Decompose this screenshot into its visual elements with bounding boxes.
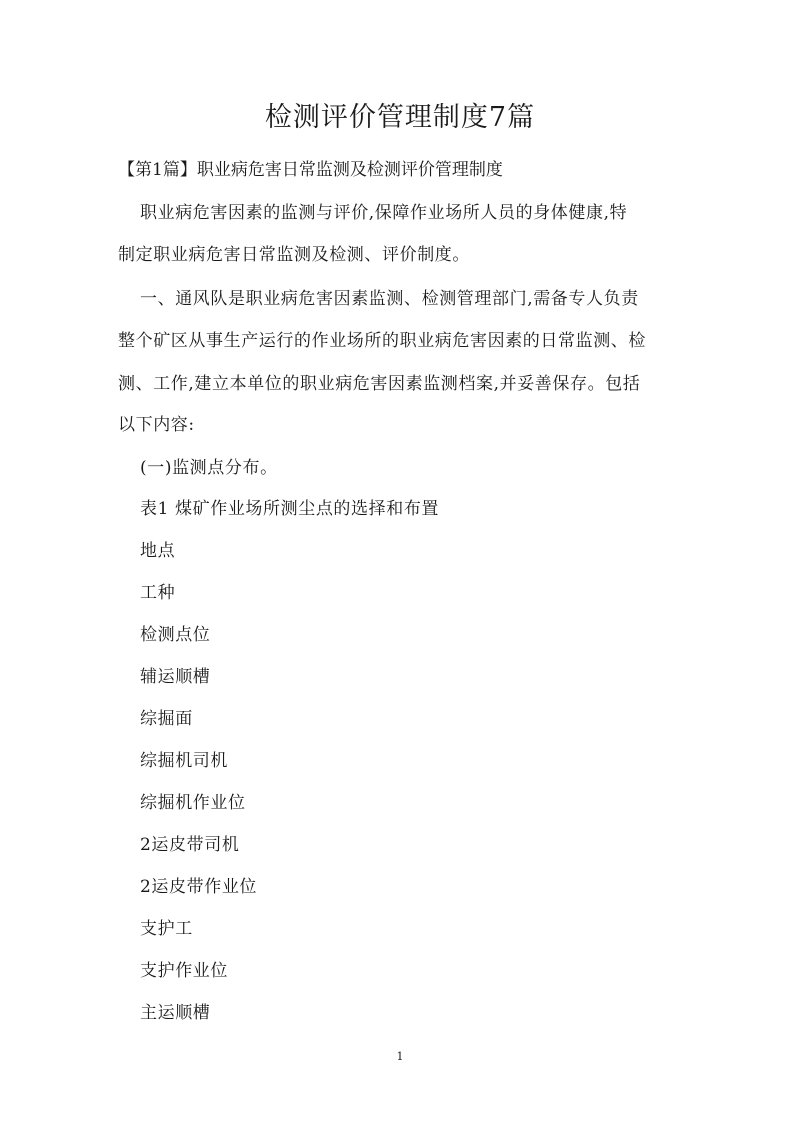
paragraph-2-line-1: 一、通风队是职业病危害因素监测、检测管理部门,需备专人负责 — [140, 289, 639, 309]
section-heading: 【第1篇】职业病危害日常监测及检测评价管理制度 — [118, 160, 503, 180]
table-item: 综掘机司机 — [140, 751, 228, 771]
table-item: 支护工 — [140, 919, 193, 939]
document-title: 检测评价管理制度7篇 — [264, 102, 536, 133]
page-number: 1 — [396, 1050, 404, 1063]
table-item: 检测点位 — [140, 625, 211, 645]
table-item: 地点 — [140, 541, 176, 561]
table-item: 辅运顺槽 — [140, 667, 211, 687]
table-caption: 表1 煤矿作业场所测尘点的选择和布置 — [140, 499, 440, 519]
table-item: 综掘面 — [140, 709, 193, 729]
table-item: 支护作业位 — [140, 961, 228, 981]
table-item: 主运顺槽 — [140, 1003, 211, 1023]
table-item: 2运皮带司机 — [140, 835, 240, 855]
paragraph-2-line-4: 以下内容: — [118, 415, 195, 435]
table-item: 工种 — [140, 583, 176, 603]
paragraph-2-line-3: 测、工作,建立本单位的职业病危害因素监测档案,并妥善保存。包括 — [118, 374, 641, 394]
table-item: 2运皮带作业位 — [140, 877, 258, 897]
paragraph-1-line-1: 职业病危害因素的监测与评价,保障作业场所人员的身体健康,特 — [140, 203, 628, 223]
subheading: (一)监测点分布。 — [140, 458, 278, 478]
table-item: 综掘机作业位 — [140, 793, 246, 813]
paragraph-1-line-2: 制定职业病危害日常监测及检测、评价制度。 — [118, 245, 470, 265]
paragraph-2-line-2: 整个矿区从事生产运行的作业场所的职业病危害因素的日常监测、检 — [118, 331, 646, 351]
